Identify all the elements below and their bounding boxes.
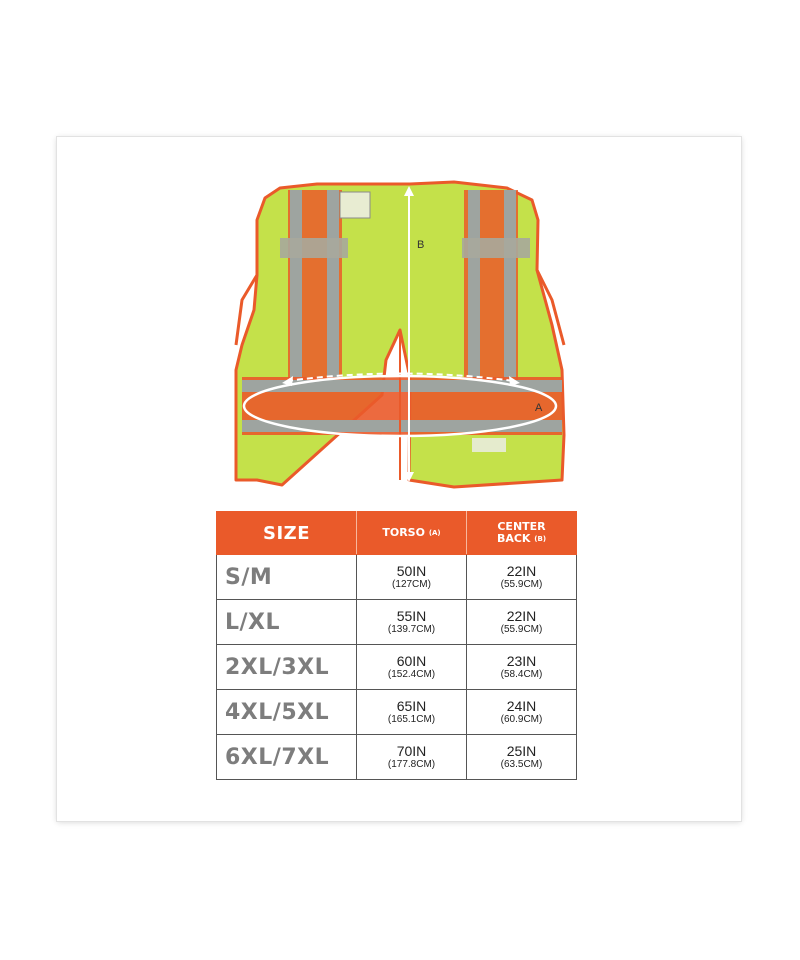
torso-cm: (165.1CM): [387, 713, 436, 725]
torso-in: 55IN: [396, 607, 427, 624]
back-cell: [467, 555, 577, 600]
torso-cm: (127CM): [392, 578, 431, 590]
torso-cell: [357, 600, 467, 645]
back-cell: [467, 645, 577, 690]
header-center-back: [467, 512, 577, 555]
header-torso-sub: (A): [428, 529, 441, 537]
back-cell: [467, 690, 577, 735]
size-chart-table: [216, 511, 577, 780]
table-row: [217, 645, 577, 690]
back-cm: (60.9CM): [500, 713, 543, 725]
table-header-row: [217, 512, 577, 555]
back-cm: (58.4CM): [500, 668, 543, 680]
header-back-label: BACK: [496, 532, 531, 545]
back-in: 23IN: [506, 652, 537, 669]
torso-in: 50IN: [396, 562, 427, 579]
back-cell: [467, 600, 577, 645]
size-cell: 4XL/5XL: [217, 690, 357, 735]
size-cell: 2XL/3XL: [217, 645, 357, 690]
header-torso-label: TORSO: [382, 526, 425, 539]
back-in: 22IN: [506, 562, 537, 579]
torso-in: 70IN: [396, 742, 427, 759]
torso-cell: [357, 645, 467, 690]
header-size: SIZE: [217, 512, 357, 555]
size-cell: L/XL: [217, 600, 357, 645]
torso-cm: (139.7CM): [387, 623, 436, 635]
table-row: [217, 600, 577, 645]
back-cm: (55.9CM): [500, 623, 543, 635]
torso-cell: [357, 555, 467, 600]
size-cell: S/M: [217, 555, 357, 600]
back-in: 22IN: [506, 607, 537, 624]
torso-cell: [357, 735, 467, 780]
table-row: [217, 690, 577, 735]
label-a: A: [535, 402, 543, 414]
back-in: 25IN: [506, 742, 537, 759]
back-cm: (55.9CM): [500, 578, 543, 590]
torso-in: 60IN: [396, 652, 427, 669]
safety-vest-illustration: [232, 180, 568, 490]
torso-in: 65IN: [396, 697, 427, 714]
back-cell: [467, 735, 577, 780]
torso-cm: (152.4CM): [387, 668, 436, 680]
back-cm: (63.5CM): [500, 758, 543, 770]
torso-cell: [357, 690, 467, 735]
torso-cm: (177.8CM): [387, 758, 436, 770]
vest-image: [232, 180, 568, 490]
header-back-sub: (B): [534, 535, 547, 543]
size-cell: 6XL/7XL: [217, 735, 357, 780]
back-in: 24IN: [506, 697, 537, 714]
header-torso: [357, 512, 467, 555]
label-b: B: [417, 239, 425, 251]
table-row: [217, 555, 577, 600]
header-center-label: CENTER: [497, 520, 546, 533]
table-row: [217, 735, 577, 780]
